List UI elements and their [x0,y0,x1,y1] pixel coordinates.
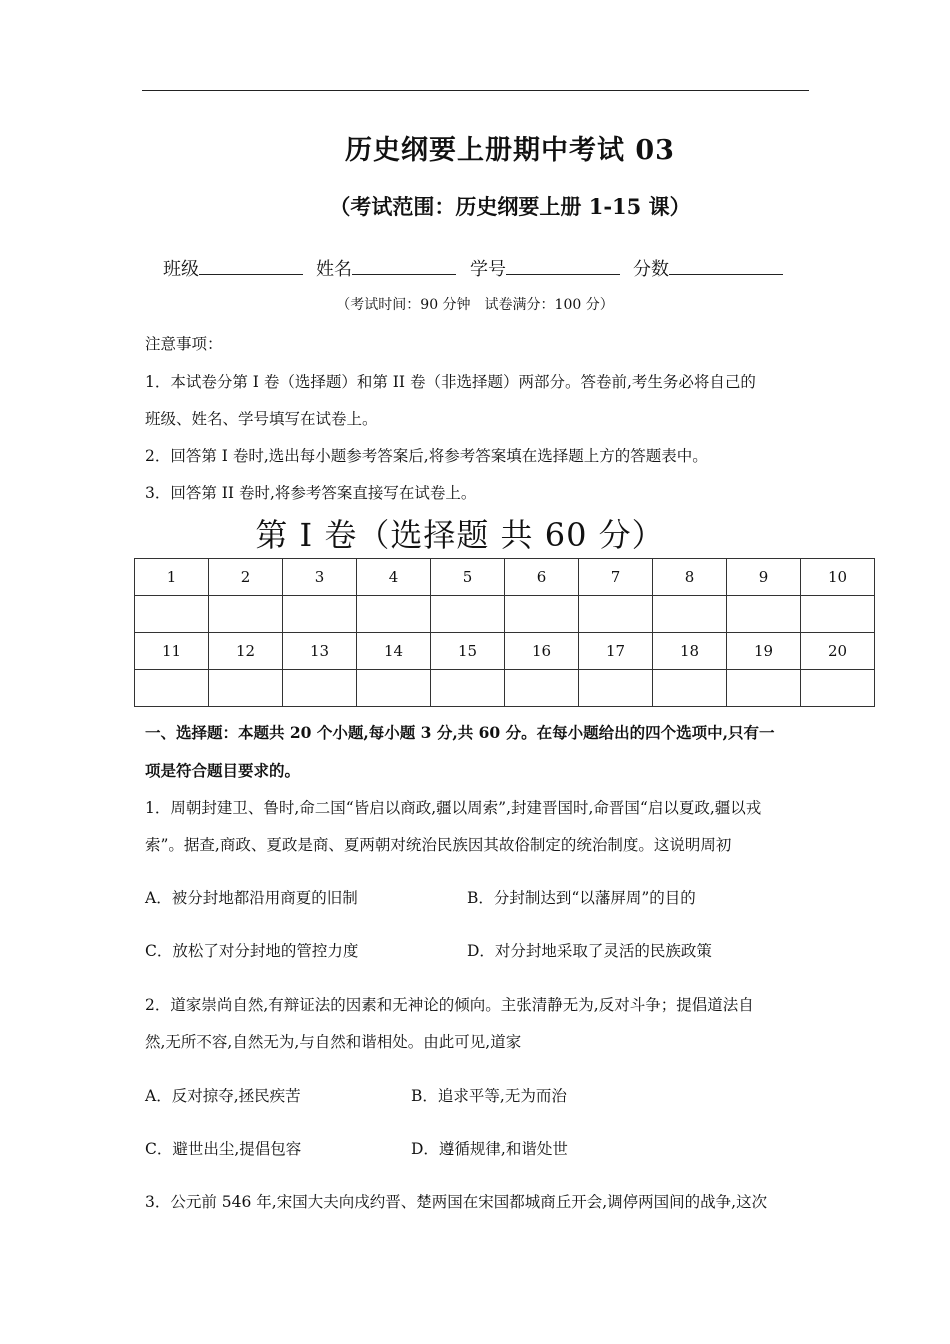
grid-number: 6 [505,559,579,596]
student-id-label: 学号 [470,259,506,280]
grid-number: 17 [579,633,653,670]
note-1-line-2: 班级、姓名、学号填写在试卷上。 [145,410,378,428]
answer-cell[interactable] [727,596,801,633]
answer-cell[interactable] [135,596,209,633]
grid-number: 20 [801,633,875,670]
question-2-option-a[interactable]: A．反对掠夺,拯民疾苦 [145,1087,301,1105]
exam-subtitle: （考试范围：历史纲要上册 1-15 课） [329,194,691,219]
answer-cell[interactable] [209,670,283,707]
answer-cell[interactable] [579,670,653,707]
answer-cell[interactable] [431,670,505,707]
score-blank[interactable] [669,256,783,275]
answer-grid-number-row [135,633,875,670]
score-label: 分数 [633,259,669,280]
grid-number: 13 [283,633,357,670]
answer-cell[interactable] [579,596,653,633]
question-2-stem-line-1: 2．道家崇尚自然,有辩证法的因素和无神论的倾向。主张清静无为,反对斗争；提倡道法自 [145,996,754,1014]
student-id-field [470,255,620,281]
answer-cell[interactable] [801,670,875,707]
name-label: 姓名 [316,259,352,280]
grid-number: 2 [209,559,283,596]
grid-number: 1 [135,559,209,596]
grid-number: 9 [727,559,801,596]
grid-number: 4 [357,559,431,596]
header-rule [142,90,809,91]
grid-number: 16 [505,633,579,670]
exam-title: 历史纲要上册期中考试 03 [345,135,675,166]
answer-cell[interactable] [283,596,357,633]
instructions-line-1: 一、选择题：本题共 20 个小题,每小题 3 分,共 60 分。在每小题给出的四个选项中,只有一 [145,723,775,742]
class-label: 班级 [163,259,199,280]
score-field [633,255,783,281]
answer-cell[interactable] [505,670,579,707]
question-2-option-b[interactable]: B．追求平等,无为而治 [411,1087,567,1105]
question-1-stem-line-1: 1．周朝封建卫、鲁时,命二国“皆启以商政,疆以周索”,封建晋国时,命晋国“启以夏政,疆以戎 [145,799,762,817]
answer-grid-number-row [135,559,875,596]
answer-cell[interactable] [283,670,357,707]
grid-number: 3 [283,559,357,596]
answer-cell[interactable] [801,596,875,633]
notes-heading: 注意事项： [145,335,223,353]
grid-number: 11 [135,633,209,670]
name-blank[interactable] [352,256,456,275]
grid-number: 12 [209,633,283,670]
grid-number: 18 [653,633,727,670]
grid-number: 15 [431,633,505,670]
answer-cell[interactable] [135,670,209,707]
question-1-option-d[interactable]: D．对分封地采取了灵活的民族政策 [467,942,712,960]
answer-cell[interactable] [209,596,283,633]
question-2-stem-line-2: 然,无所不容,自然无为,与自然和谐相处。由此可见,道家 [145,1033,522,1051]
question-1-option-b[interactable]: B．分封制达到“以藩屏周”的目的 [467,889,696,907]
grid-number: 10 [801,559,875,596]
question-1-option-c[interactable]: C．放松了对分封地的管控力度 [145,942,359,960]
answer-cell[interactable] [431,596,505,633]
answer-cell[interactable] [727,670,801,707]
question-2-option-d[interactable]: D．遵循规律,和谐处世 [411,1140,568,1158]
class-blank[interactable] [199,256,303,275]
question-1-stem-line-2: 索”。据查,商政、夏政是商、夏两朝对统治民族因其故俗制定的统治制度。这说明周初 [145,836,732,854]
answer-cell[interactable] [357,670,431,707]
class-field [163,255,303,281]
note-3: 3．回答第 II 卷时,将参考答案直接写在试卷上。 [145,484,477,502]
answer-cell[interactable] [653,670,727,707]
name-field [316,255,456,281]
note-1-line-1: 1．本试卷分第 I 卷（选择题）和第 II 卷（非选择题）两部分。答卷前,考生务必将自己的 [145,373,756,391]
grid-number: 5 [431,559,505,596]
exam-info: （考试时间：90 分钟 试卷满分：100 分） [336,297,614,313]
student-id-blank[interactable] [506,256,620,275]
grid-number: 19 [727,633,801,670]
grid-number: 7 [579,559,653,596]
grid-number: 14 [357,633,431,670]
question-1-option-a[interactable]: A．被分封地都沿用商夏的旧制 [145,889,358,907]
answer-grid-answer-row [135,596,875,633]
question-3-stem-line-1: 3．公元前 546 年,宋国大夫向戌约晋、楚两国在宋国都城商丘开会,调停两国间的战争,这次 [145,1193,768,1211]
answer-cell[interactable] [653,596,727,633]
answer-grid [134,558,875,707]
answer-grid-answer-row [135,670,875,707]
question-2-option-c[interactable]: C．避世出尘,提倡包容 [145,1140,302,1158]
answer-cell[interactable] [505,596,579,633]
note-2: 2．回答第 I 卷时,选出每小题参考答案后,将参考答案填在选择题上方的答题表中。 [145,447,708,465]
instructions-line-2: 项是符合题目要求的。 [145,761,301,780]
answer-cell[interactable] [357,596,431,633]
grid-number: 8 [653,559,727,596]
section-title: 第 I 卷（选择题 共 60 分） [255,516,665,554]
